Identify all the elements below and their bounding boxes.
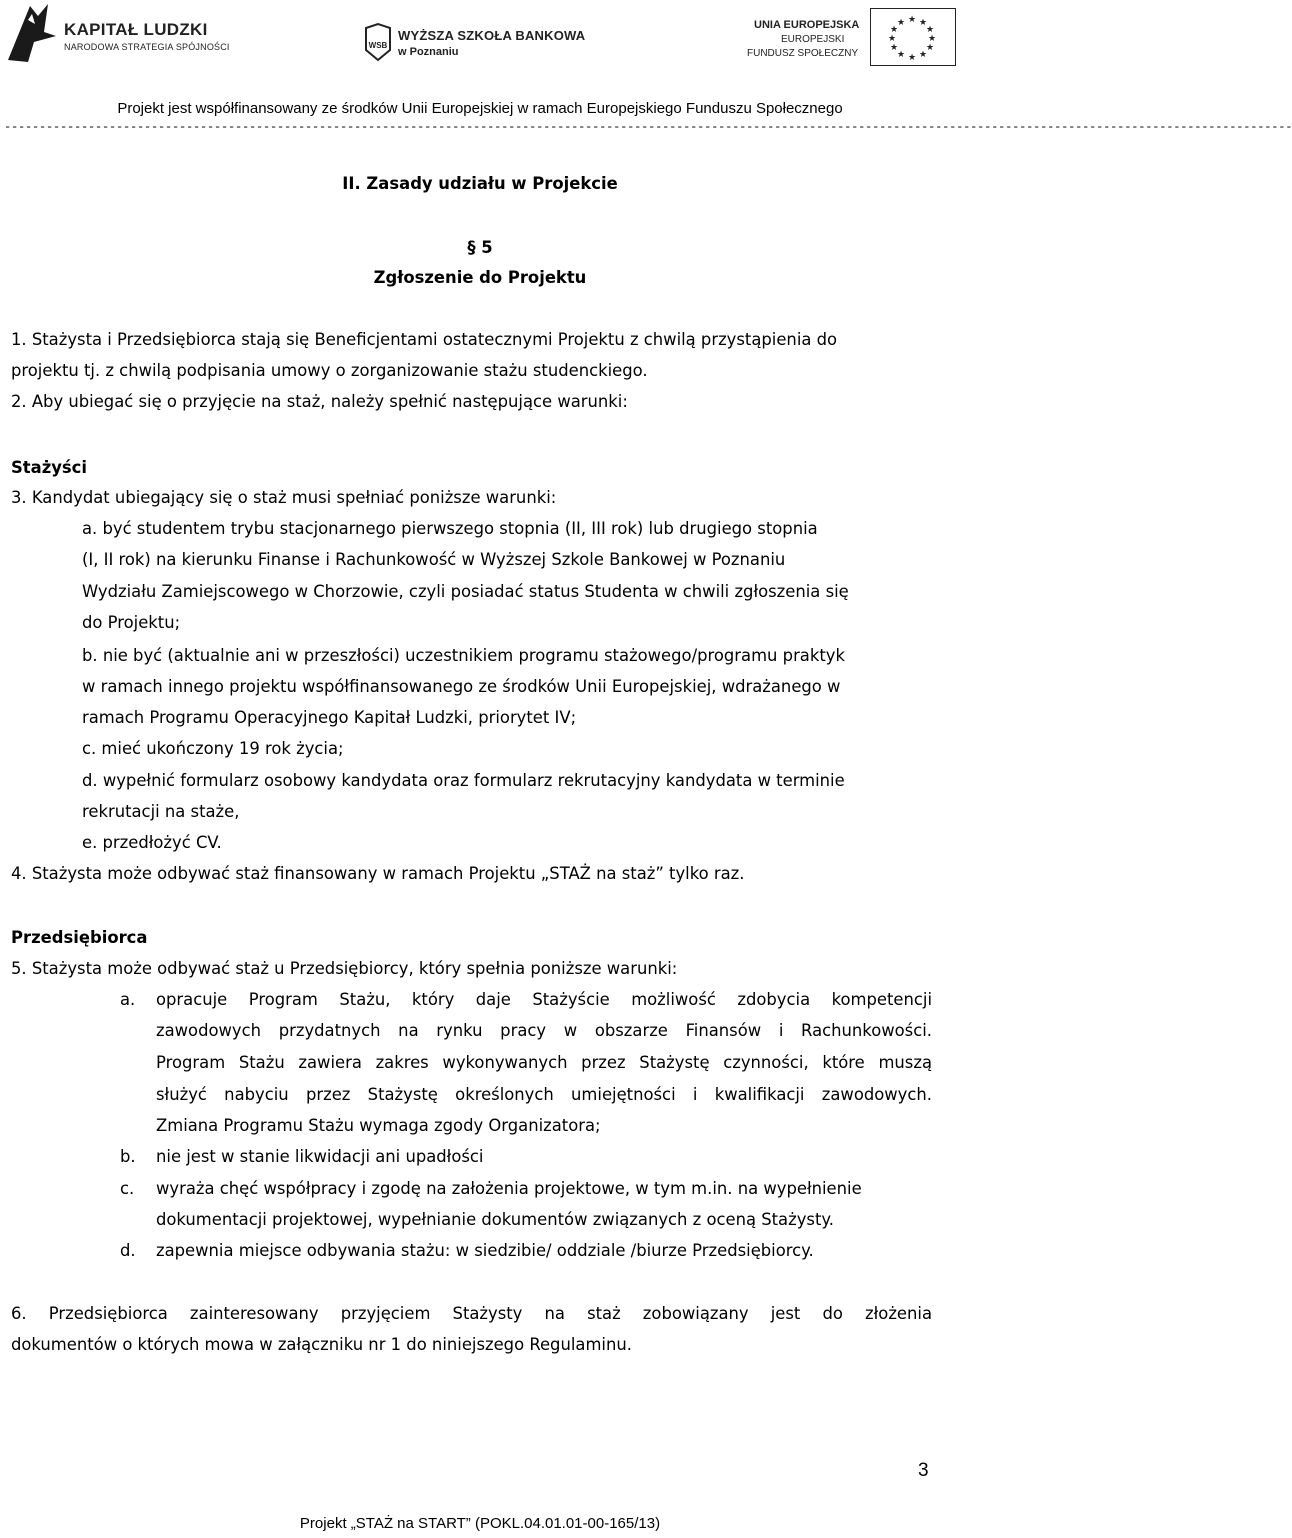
item-3-a-line-4: do Projektu; [82, 613, 181, 632]
enterprise-heading: Przedsiębiorca [11, 928, 148, 947]
item-3-a-line-3: Wydziału Zamiejscowego w Chorzowie, czyli posiadać status Studenta w chwili zgłoszenia się [82, 582, 849, 601]
item-3-a-line-1: a. być studentem trybu stacjonarnego pierwszego stopnia (II, III rok) lub drugiego stopnia [82, 519, 818, 538]
item-5-a-marker: a. [120, 990, 136, 1009]
item-5-a-line-5: Zmiana Programu Stażu wymaga zgody Organizatora; [156, 1116, 601, 1135]
kapital-ludzki-logo [4, 2, 244, 64]
svg-text:★: ★ [925, 25, 935, 35]
wsb-logo [362, 22, 602, 68]
item-5: 5. Stażysta może odbywać staż u Przedsiębiorcy, który spełnia poniższe warunki: [11, 959, 678, 978]
item-5-a-line-3: Program Stażu zawiera zakres wykonywanych przez Stażystę czynności, które muszą [156, 1053, 932, 1072]
paragraph-title: Zgłoszenie do Projektu [373, 268, 587, 287]
item-5-d-marker: d. [120, 1241, 136, 1260]
item-3-b-line-3: ramach Programu Operacyjnego Kapitał Ludzki, priorytet IV; [82, 708, 577, 727]
item-5-a-line-4: służyć nabyciu przez Stażystę określonych umiejętności i kwalifikacji zawodowych. [156, 1085, 932, 1104]
item-5-c-line-1: wyraża chęć współpracy i zgodę na założenia projektowe, w tym m.in. na wypełnienie [156, 1179, 862, 1198]
item-3-b-line-2: w ramach innego projektu współfinansowanego ze środków Unii Europejskiej, wdrażanego w [82, 677, 841, 696]
eu-logo [744, 8, 954, 68]
wsb-emblem-icon [362, 22, 394, 62]
item-3-e: e. przedłożyć CV. [82, 833, 222, 852]
logo-center-mark: WSB [368, 41, 388, 50]
svg-text:★: ★ [896, 50, 906, 60]
item-5-c-marker: c. [120, 1179, 135, 1198]
item-5-c-line-2: dokumentacji projektowej, wypełnianie dokumentów związanych z oceną Stażysty. [156, 1210, 834, 1229]
svg-text:★: ★ [889, 43, 899, 53]
item-3-b-line-1: b. nie być (aktualnie ani w przeszłości) uczestnikiem programu stażowego/programu praktyk [82, 646, 845, 665]
item-5-a-line-2: zawodowych przydatnych na rynku pracy w obszarze Finansów i Rachunkowości. [156, 1021, 932, 1040]
svg-text:★: ★ [918, 18, 928, 28]
item-1-line-1: 1. Stażysta i Przedsiębiorca stają się Beneficjentami ostatecznymi Projektu z chwilą przystąpienia do [11, 330, 838, 349]
item-4: 4. Stażysta może odbywać staż finansowany w ramach Projektu „STAŻ na staż” tylko raz. [11, 864, 745, 883]
logo-left-subtitle: NARODOWA STRATEGIA SPÓJNOŚCI [64, 42, 230, 52]
kapital-ludzki-emblem-icon [4, 2, 60, 64]
svg-text:★: ★ [889, 25, 899, 35]
footer-project-id: Projekt „STAŻ na START” (POKL.04.01.01-00-165/13) [299, 1515, 661, 1532]
cofunding-note: Projekt jest współfinansowany ze środków Unii Europejskiej w ramach Europejskiego Funduszu Społecznego [117, 100, 843, 117]
item-3-d-line-1: d. wypełnić formularz osobowy kandydata oraz formularz rekrutacyjny kandydata w terminie [82, 771, 845, 790]
item-5-d: zapewnia miejsce odbywania stażu: w siedzibie/ oddziale /biurze Przedsiębiorcy. [156, 1241, 814, 1260]
logo-right-line2: EUROPEJSKI [781, 34, 845, 45]
svg-text:★: ★ [907, 53, 917, 63]
logo-left-title: KAPITAŁ LUDZKI [64, 20, 208, 39]
logo-right-line1: UNIA EUROPEJSKA [754, 19, 860, 31]
item-3: 3. Kandydat ubiegający się o staż musi spełniać poniższe warunki: [11, 488, 557, 507]
item-5-b: nie jest w stanie likwidacji ani upadłości [156, 1147, 484, 1166]
eu-flag-icon [870, 8, 956, 66]
item-2: 2. Aby ubiegać się o przyjęcie na staż, należy spełnić następujące warunki: [11, 392, 628, 411]
item-3-d-line-2: rekrutacji na staże, [82, 802, 240, 821]
paragraph-number: § 5 [467, 238, 493, 257]
item-3-c: c. mieć ukończony 19 rok życia; [82, 739, 344, 758]
item-5-b-marker: b. [120, 1147, 136, 1166]
header-divider: ---------------------------------------------------------------------------------------------------------------------------------------------------------------------------------------- [4, 120, 1292, 134]
svg-text:★: ★ [927, 34, 937, 44]
item-5-a-line-1: opracuje Program Stażu, który daje Stażyście możliwość zdobycia kompetencji [156, 990, 932, 1009]
logo-center-title: WYŻSZA SZKOŁA BANKOWA [398, 28, 586, 43]
section-title: II. Zasady udziału w Projekcie [342, 174, 618, 193]
item-6-line-1: 6. Przedsiębiorca zainteresowany przyjęciem Stażysty na staż zobowiązany jest do złożenia [11, 1304, 932, 1323]
item-1-line-2: projektu tj. z chwilą podpisania umowy o zorganizowanie stażu studenckiego. [11, 361, 648, 380]
svg-text:★: ★ [918, 50, 928, 60]
svg-text:★: ★ [887, 34, 897, 44]
logo-right-line3: FUNDUSZ SPOŁECZNY [747, 48, 859, 59]
interns-heading: Stażyści [11, 458, 88, 477]
logo-center-subtitle: w Poznaniu [398, 46, 459, 58]
item-6-line-2: dokumentów o których mowa w załączniku nr 1 do niniejszego Regulaminu. [11, 1335, 632, 1354]
svg-text:★: ★ [896, 18, 906, 28]
item-3-a-line-2: (I, II rok) na kierunku Finanse i Rachunkowość w Wyższej Szkole Bankowej w Poznaniu [82, 550, 786, 569]
page-number: 3 [918, 1460, 929, 1481]
svg-text:★: ★ [907, 15, 917, 25]
svg-text:★: ★ [925, 43, 935, 53]
